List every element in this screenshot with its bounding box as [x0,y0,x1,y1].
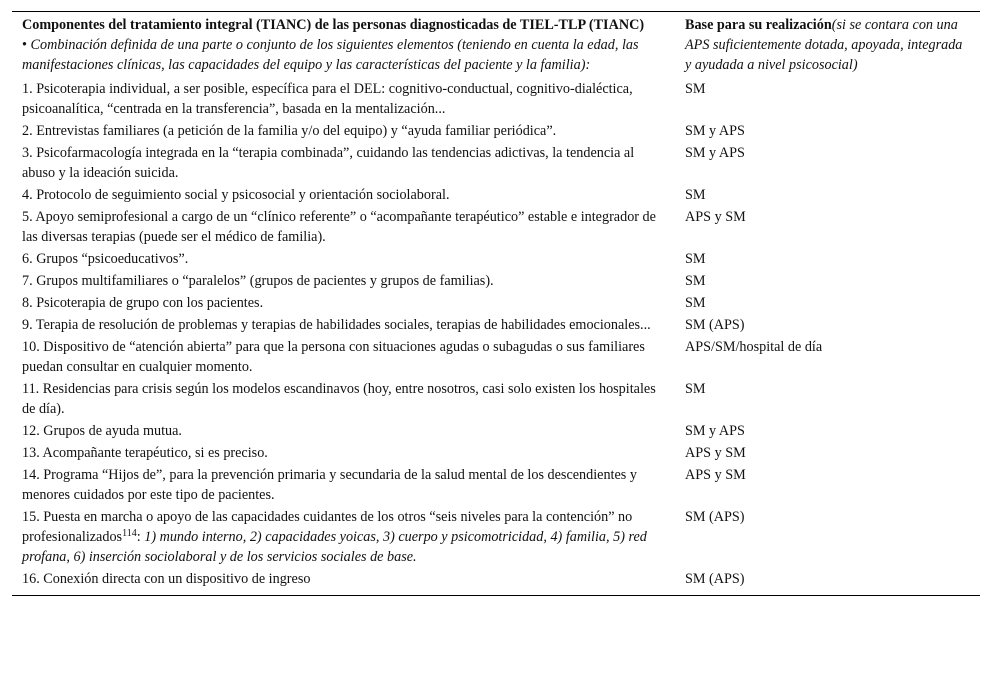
header-right-note: (si se contara con una APS suficientemente dotada, apoyada, integrada y ayudada a nivel psicosocial) [685,17,963,73]
table-row [12,205,980,247]
component-cell [12,505,676,567]
base-cell: SM (APS) [685,317,745,333]
base-cell: SM y APS [685,423,745,439]
header-bullet: • [22,37,31,53]
component-cell: 2. Entrevistas familiares (a petición de la familia y/o del equipo) y “ayuda familiar periódica”. [22,123,557,139]
table-header-row [12,12,980,78]
table-row [12,505,980,567]
component-cell: 14. Programa “Hijos de”, para la prevención primaria y secundaria de la salud mental de los descendientes y menores cuidados por este tipo de pacientes. [22,467,637,503]
header-left-title: Componentes del tratamiento integral (TIANC) de las personas diagnosticadas de TIEL-TLP (TIANC) [22,17,645,33]
table-row [12,313,980,335]
table-row [12,377,980,419]
base-cell: SM [685,187,706,203]
table-row [12,419,980,441]
components-table-container [12,11,980,596]
header-right-cell [676,12,980,78]
component-cell: 16. Conexión directa con un dispositivo de ingreso [22,571,311,587]
base-cell: APS y SM [685,467,746,483]
table-row [12,463,980,505]
base-cell: APS/SM/hospital de día [685,339,823,355]
base-cell: SM (APS) [685,571,745,587]
base-cell: SM [685,295,706,311]
row15-text: 15. Puesta en marcha o apoyo de las capacidades cuidantes de los otros “seis niveles para la contención” no profesionalizados [22,509,633,545]
components-table [12,11,980,596]
table-row [12,141,980,183]
table-row [12,119,980,141]
component-cell: 11. Residencias para crisis según los modelos escandinavos (hoy, entre nosotros, casi solo existen los hospitales de día). [22,381,656,417]
base-cell: SM (APS) [685,509,745,525]
row15-levels-list: 1) mundo interno, 2) capacidades yoicas, 3) cuerpo y psicomotricidad, 4) familia, 5) red profana, 6) inserción sociolaboral y de los servicios sociales de base. [22,529,647,565]
component-cell: 3. Psicofarmacología integrada en la “terapia combinada”, cuidando las tendencias adictivas, la tendencia al abuso y la ideación suicida. [22,145,635,181]
component-cell: 1. Psicoterapia individual, a ser posible, específica para el DEL: cognitivo-conductual, cognitivo-dialéctica, psicoanalítica, “centrada en la transferencia”, basada en la mentalización... [22,81,633,117]
component-cell: 9. Terapia de resolución de problemas y terapias de habilidades sociales, terapias de habilidades emocionales... [22,317,651,333]
component-cell: 7. Grupos multifamiliares o “paralelos” (grupos de pacientes y grupos de familias). [22,273,494,289]
component-cell: 4. Protocolo de seguimiento social y psicosocial y orientación sociolaboral. [22,187,450,203]
component-cell: 5. Apoyo semiprofesional a cargo de un “clínico referente” o “acompañante terapéutico” estable e integrador de las diversas terapias (puede ser el médico de familia). [22,209,656,245]
header-right-title: Base para su realización [685,17,832,33]
component-cell: 6. Grupos “psicoeducativos”. [22,251,189,267]
table-row [12,269,980,291]
table-row [12,441,980,463]
row15-colon: : [136,529,145,545]
component-cell: 8. Psicoterapia de grupo con los pacientes. [22,295,264,311]
base-cell: SM [685,273,706,289]
table-row [12,567,980,596]
base-cell: SM y APS [685,145,745,161]
component-cell: 13. Acompañante terapéutico, si es preciso. [22,445,268,461]
table-row [12,291,980,313]
base-cell: APS y SM [685,445,746,461]
table-row [12,77,980,119]
header-left-intro: Combinación definida de una parte o conjunto de los siguientes elementos (teniendo en cuenta la edad, las manifestaciones clínicas, las capacidades del equipo y las características del paciente y la familia): [22,37,639,73]
base-cell: SM y APS [685,123,745,139]
table-row [12,335,980,377]
reference-superscript: 114 [122,528,137,539]
component-cell: 12. Grupos de ayuda mutua. [22,423,182,439]
header-left-cell [12,12,676,78]
component-cell: 10. Dispositivo de “atención abierta” para que la persona con situaciones agudas o subagudas o sus familiares puedan consultar en cualquier momento. [22,339,645,375]
table-row [12,247,980,269]
table-row [12,183,980,205]
base-cell: SM [685,81,706,97]
base-cell: SM [685,251,706,267]
base-cell: APS y SM [685,209,746,225]
base-cell: SM [685,381,706,397]
